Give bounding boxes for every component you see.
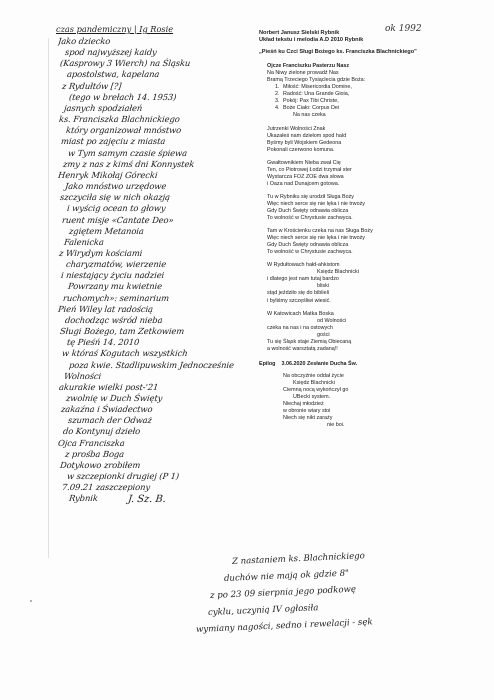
lyric-line: Gdy Duch Święty odnawia oblicza [267,242,349,249]
handwritten-line: apostolstwa, kapelana [66,69,160,80]
handwritten-line: w Tym samym czasie śpiewa [67,147,188,158]
handwritten-lines [58,36,238,505]
arrangement-line: Układ tekstu i melodia A.D 2010 Rybnik [259,37,364,44]
handwritten-line: zwolnię w Duch Święty [65,393,163,403]
handwritten-line: który organizował mnóstwo [65,125,182,136]
lyric-line: Gdy Duch Święty odnawia oblicza [267,207,349,214]
handwritten-line: ruent misje «Cantate Deo» [61,214,175,225]
lyric-line: a wolność warsztatą zadaną!! [267,345,338,352]
lyric-line: Tu w Rybniku się urodził Sługa Boży [267,193,354,200]
epilog-line: Niechaj młodzież [283,401,324,408]
lyric-line: od Wolności [317,317,347,324]
handwritten-line: ks. Franciszka Blachnickiego [58,114,181,125]
lyrics-stanza [259,194,459,222]
handwritten-line: Pień Wiley lat radością [57,303,154,314]
lyrics-stanza [259,228,459,256]
stanza-heading: Ojcze Franciszku Pasterzu Nasz [267,63,350,70]
lyrics-stanza [259,126,459,154]
lyric-line: Gwałtownikiem Nieba zwał Cię [267,159,341,166]
note-line: z po 23 09 sierpnia jego podkowę [209,584,357,601]
handwritten-line: (Kasprowy 3 Wierch) na Śląsku [59,58,191,69]
handwritten-line: Ojca Franciszka [57,437,126,448]
epilog-label: Epilog [259,360,276,367]
handwritten-line: spod najwyższej kaidy [64,47,158,58]
lyric-list-item: 4. Boże Ciało: Corpus Dei [281,105,459,112]
handwritten-line: z prośba Boga [64,448,125,459]
handwritten-line: Wolności [63,370,102,381]
epilog-line: Na obczyźnie oddał życie [283,372,344,379]
handwritten-line: i niestający życiu nadziei [60,270,165,281]
lyric-list [259,84,459,112]
lyric-line: stąd jeździło się do biblieli [267,290,330,297]
lyrics-stanza [259,160,459,188]
handwritten-line: zakaźna i Świadectwo [60,404,154,415]
lyric-line: W Rydułtowach hałd-ahkistom [267,262,340,269]
lyrics-stanza [259,63,459,119]
handwritten-line: Sługi Bożego, tam Zetkowiem [59,326,185,337]
epilog-line: UBecki system. [293,394,331,401]
lyric-line: Bramą Trzeciego Tysiąclecia gdzie Boża: [267,77,366,84]
lyric-line: Księdz Blachnicki [317,269,359,276]
lyrics-stanza [259,311,459,353]
scan-speck [30,600,32,602]
handwritten-line: poza kwie. Stadlipuwskim Jednocześnie [68,359,235,370]
lyric-line: Byśmy byli Wojskiem Gedeona [267,139,342,146]
handwritten-line: szumach der Odważ [67,415,153,426]
lyric-line: i Oaza nad Dunajcem gotowa. [267,180,340,187]
lyric-line: bliski [317,283,329,290]
handwritten-line: z Wirydym kościami [58,247,143,258]
lyric-line: Wystarcza FOZ ZOE dwa słowa [267,173,344,180]
handwritten-line: Jako mnóstwo urzędowe [64,181,167,192]
lyric-line: i byliśmy szczęśliwi wiesić. [267,297,331,304]
printed-lyrics [259,30,459,429]
lyric-line: i dlatego jest nam tutaj bardzo [267,276,339,283]
lyric-line: Pokonali czerwono komuna. [267,146,335,153]
epilog-line: nie boi. [327,422,345,429]
lyric-list-item: 3. Pokój: Pax Tibi Christe, [281,98,459,105]
handwritten-line: Jako dziecko [57,36,111,46]
lyrics-sections [259,63,459,353]
epilog-lines [259,373,459,429]
lyric-line: W Katowicach Matka Boska [267,310,334,317]
handwritten-line: Rybnik [68,493,99,504]
handwritten-line: Powrzany mu kwietnie [67,281,163,292]
handwritten-line: jasnych spodziałeń [63,102,143,113]
lyrics-stanza [259,262,459,304]
handwritten-line: ruchomych»: seminarium [62,292,170,303]
lyric-line: To wolność w Chrystusie zachwyca. [267,215,353,222]
epilog-date: 3.06.2020 Zesłanie Ducha Św. [281,360,358,367]
lyric-line: Na nas czeka [293,112,326,119]
lyric-list-item: 2. Radość: Una Grande Gioia, [281,91,459,98]
handwritten-line: miast po zajęciu z miasta [60,136,166,147]
note-line: Z nastaniem ks. Blachnickiego [231,551,366,567]
handwritten-line: szczyciła się w nich okazją [59,192,171,203]
epilog-line: Ciemną nocą wykończył go [283,386,349,393]
epilog-heading [259,361,459,368]
note-line: cyklu, uczynią IV ogłosiła [207,603,319,618]
margin-line [48,38,49,558]
handwritten-line: akurakie wielki post-'21 [58,381,159,392]
handwritten-year-note: ok 1992 [385,24,422,34]
lyric-line: Jutrzenki Wolności Znak [267,125,326,132]
lyric-line: Na Niwy zielone prowadź Nas [267,70,339,77]
signature: J. Sz. B. [127,493,167,505]
handwritten-line: 7.09.21 zaszczepiony [61,482,151,493]
handwritten-line: w któraś Kogutach wszystkich [61,348,189,359]
lyric-line: Ukazałeś nam dziełom spod hald [267,132,347,139]
handwritten-line: w szczepionki drugiej (P 1) [66,471,180,482]
handwritten-line: z Rydułtów [?] [61,80,122,91]
handwritten-line: charyzmatów, wierzenie [65,259,167,270]
epilog-line: Księdz Blachnicki [293,379,335,386]
author-line: Norbert Janusz Sielski Rybnik [259,30,340,36]
lyric-line: Więc niech serce się nie lęka i nie trwoży [267,200,365,207]
lyric-line: Ten, co Piotrowej Łodzi trzymał ster [267,166,352,173]
lyric-line: gości [317,331,330,338]
lyric-line: czeka na nas i na ostowych [267,324,333,331]
handwritten-line: dochodząc wśród nieba [64,314,164,325]
song-title: „Pieśń ku Czci Sługi Bożego ks. Franciszka Blachnickiego" [259,49,417,56]
handwritten-line: i wyścig ocean to głowy [66,203,167,214]
handwritten-heading: czas pandemiczny | Ig Rosie [56,24,174,34]
lyric-line: To wolność w Chrystusie zachwyca. [267,249,353,256]
handwritten-line: zmy z nas z kimś dni Konnystek [62,158,195,169]
handwritten-line: Falenicka [63,236,105,247]
lyric-line: Tu się Śląsk staje Ziemią Obiecaną [267,338,352,345]
handwritten-line: zgiętem Metanoia [68,225,145,236]
handwritten-line: Henryk Mikołaj Górecki [57,169,158,180]
handwritten-line: (tego w brełach 14. 1953) [68,91,177,102]
note-line: duchów nie mają ok gdzie 8" [223,568,350,584]
lyric-line: Więc niech serce się nie lęka i nie trwoży [267,235,365,242]
handwritten-bottom-note [195,551,476,639]
lyric-list-item: 1. Miłość: Misericordia Domine, [281,84,459,91]
note-line: wymiany nagości, sedno i rewelacji - sęk [195,617,373,635]
handwritten-line: tę Pieśń 14. 2010 [66,337,140,348]
handwritten-line: Dotykowo zrobiłem [59,459,141,470]
handwritten-line: do Kontynuj dzieło [62,426,141,437]
handwritten-column [56,24,238,505]
lyric-line: Tam w Krościenku czeka na nas Sługa Boży [267,228,373,235]
epilog-line: w obronie wiary stoi [283,408,331,415]
epilog-line: Niech się nikt zaraży [283,415,333,422]
